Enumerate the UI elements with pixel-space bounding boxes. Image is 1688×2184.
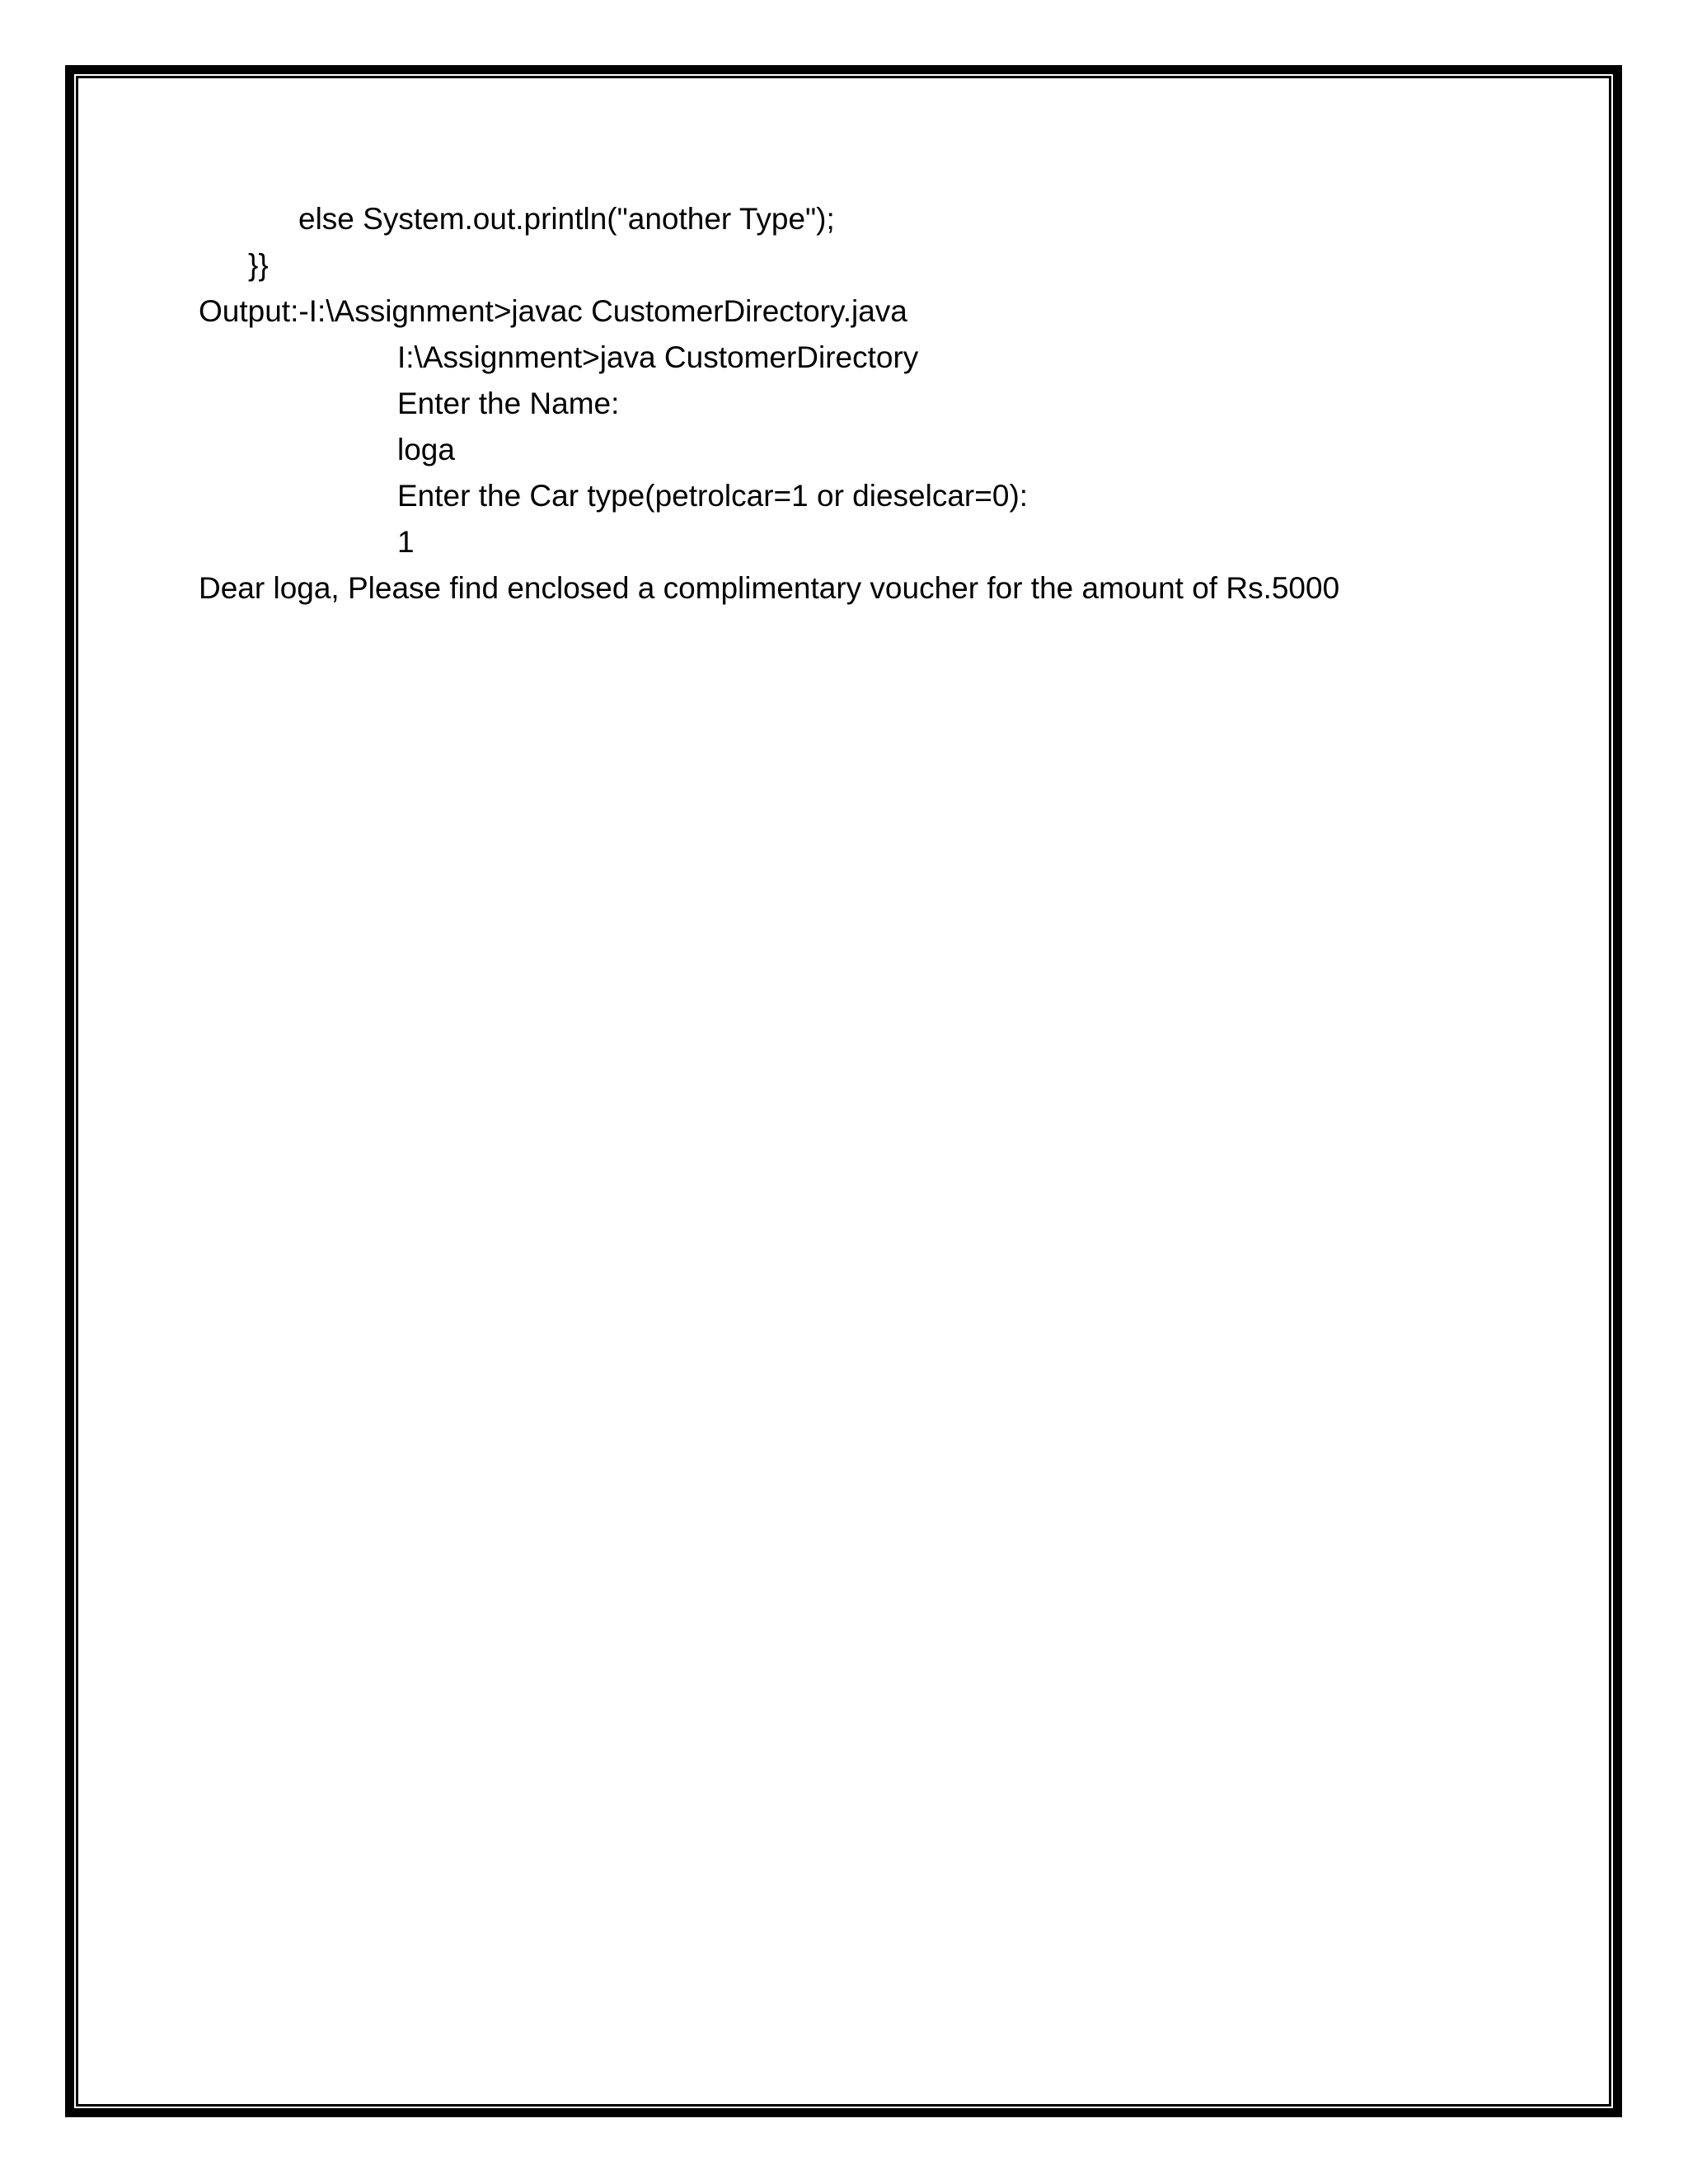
page-inner-border xyxy=(76,76,1611,2107)
input-name-line: loga xyxy=(397,433,455,466)
prompt-name-line: Enter the Name: xyxy=(397,387,620,420)
output-run-line: I:\Assignment>java CustomerDirectory xyxy=(397,340,919,374)
code-closing-braces: }} xyxy=(248,248,269,282)
code-else-line: else System.out.println("another Type"); xyxy=(298,202,835,236)
output-compile-line: Output:-I:\Assignment>javac CustomerDirectory.java xyxy=(199,294,907,328)
prompt-car-type-line: Enter the Car type(petrolcar=1 or dieselcar=0): xyxy=(397,479,1029,513)
result-message-line: Dear loga, Please find enclosed a complimentary voucher for the amount of Rs.5000 xyxy=(199,571,1340,605)
input-car-type-line: 1 xyxy=(397,525,415,559)
